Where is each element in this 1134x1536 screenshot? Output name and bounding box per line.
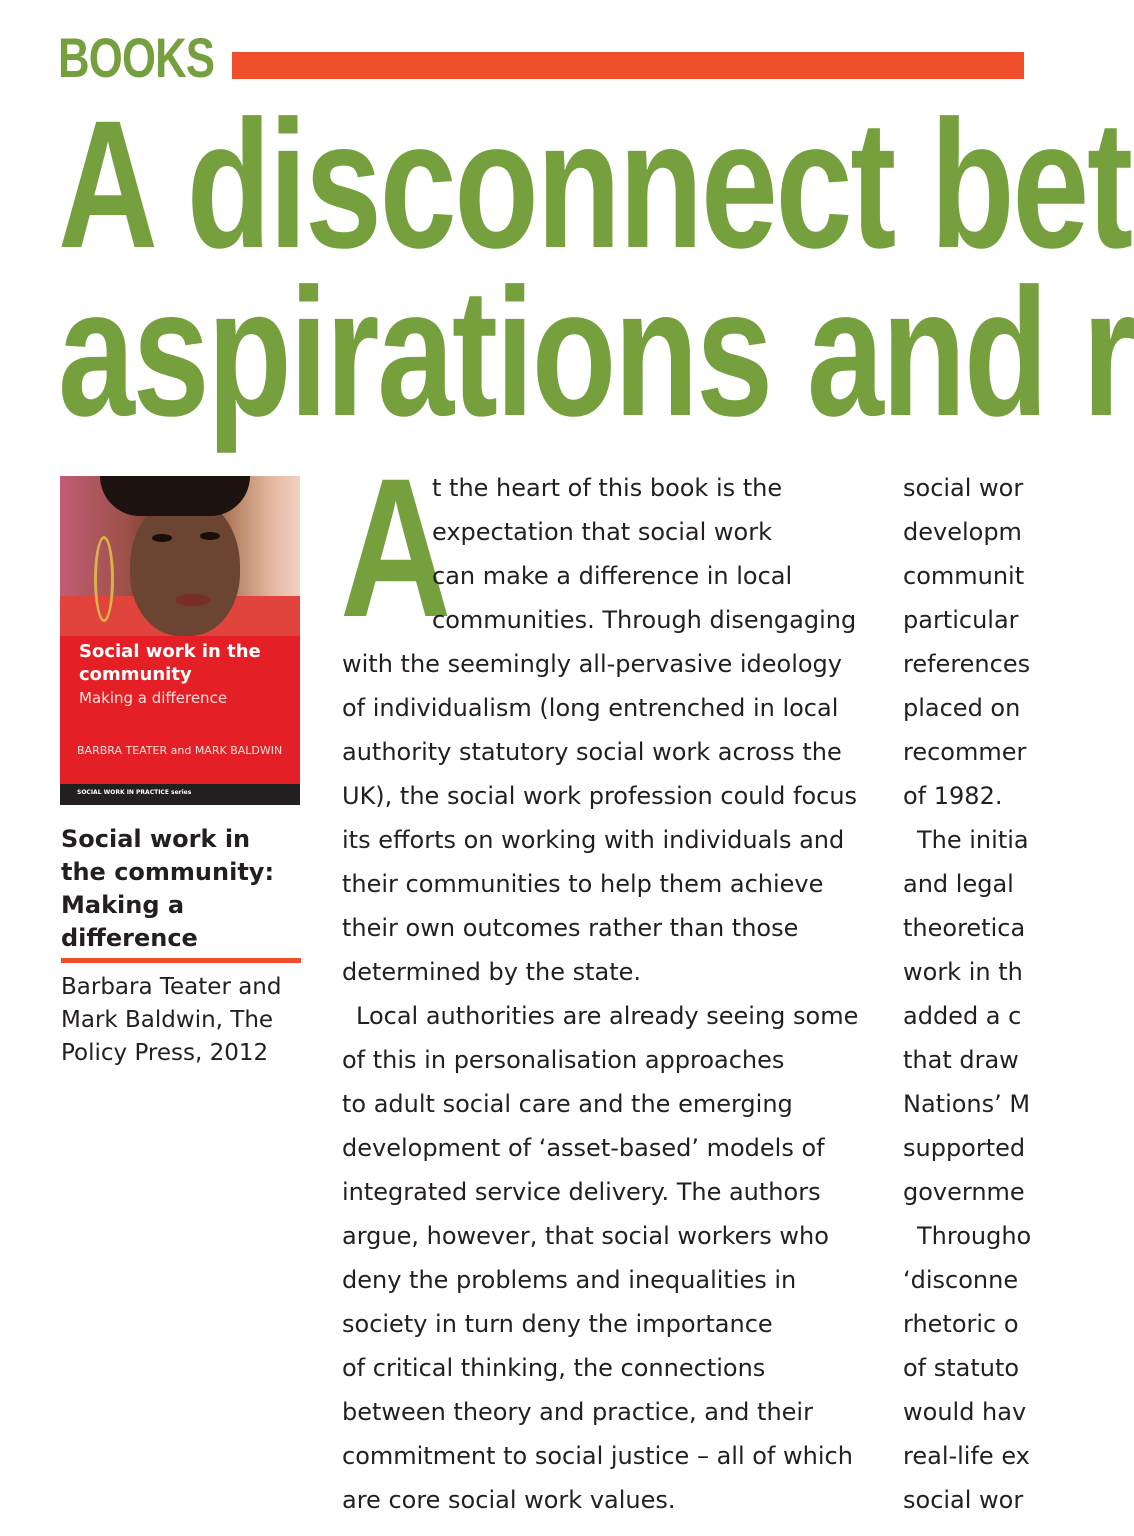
article-line: of 1982.: [903, 782, 1003, 810]
article-line: of individualism (long entrenched in local: [342, 694, 839, 722]
article-line: recommer: [903, 738, 1027, 766]
article-line: would hav: [903, 1398, 1027, 1426]
article-line: that draw: [903, 1046, 1019, 1074]
cover-series: SOCIAL WORK IN PRACTICE series: [77, 789, 192, 796]
article-line: developm: [903, 518, 1022, 546]
cover-series-band: [60, 784, 300, 805]
article-line: society in turn deny the importance: [342, 1310, 773, 1338]
article-line: references: [903, 650, 1031, 678]
article-line: added a c: [903, 1002, 1022, 1030]
article-line: commitment to social justice – all of which: [342, 1442, 853, 1470]
article-column-right: [903, 466, 1043, 1522]
article-line: Througho: [917, 1222, 1032, 1250]
article-line: integrated service delivery. The authors: [342, 1178, 821, 1206]
article-line: between theory and practice, and their: [342, 1398, 813, 1426]
article-line: and legal: [903, 870, 1014, 898]
cover-authors: BARBRA TEATER and MARK BALDWIN: [77, 744, 283, 757]
article-line: of critical thinking, the connections: [342, 1354, 766, 1382]
article-line: argue, however, that social workers who: [342, 1222, 829, 1250]
article-line: with the seemingly all-pervasive ideology: [342, 650, 842, 678]
article-line: expectation that social work: [432, 518, 772, 546]
article-line: their communities to help them achieve: [342, 870, 824, 898]
book-cover: [60, 476, 300, 805]
book-title-rule: [61, 958, 301, 963]
article-line: supported: [903, 1134, 1026, 1162]
book-title: Social work in the community: Making a difference: [61, 825, 275, 952]
article-line: particular: [903, 606, 1019, 634]
article-line: of this in personalisation approaches: [342, 1046, 785, 1074]
article-line: development of ‘asset-based’ models of: [342, 1134, 825, 1162]
article-line: UK), the social work profession could focus: [342, 782, 858, 810]
article-line: deny the problems and inequalities in: [342, 1266, 797, 1294]
drop-cap: A: [340, 437, 452, 658]
article-line: real-life ex: [903, 1442, 1030, 1470]
cover-photo: [60, 476, 300, 631]
article-line: their own outcomes rather than those: [342, 914, 799, 942]
article-line: t the heart of this book is the: [432, 474, 783, 502]
article-line: ‘disconne: [903, 1266, 1019, 1294]
article-line: can make a difference in local: [432, 562, 793, 590]
article-line: governme: [903, 1178, 1025, 1206]
article-line: authority statutory social work across the: [342, 738, 842, 766]
article-line: work in th: [903, 958, 1023, 986]
article-line: determined by the state.: [342, 958, 642, 986]
article-line: its efforts on working with individuals and: [342, 826, 845, 854]
article-line: placed on: [903, 694, 1021, 722]
article-line: theoretica: [903, 914, 1026, 942]
headline-line-2: aspirations and r: [58, 250, 1134, 454]
article-line: communit: [903, 562, 1025, 590]
section-label: BOOKS: [58, 26, 215, 89]
article-line: social wor: [903, 474, 1024, 502]
cover-title: Social work in the community: [79, 641, 261, 685]
article-line: Local authorities are already seeing some: [356, 1002, 859, 1030]
article-line: of statuto: [903, 1354, 1020, 1382]
section-rule: [232, 52, 1024, 79]
book-credit: Barbara Teater and Mark Baldwin, The Policy Press, 2012: [61, 974, 282, 1066]
cover-subtitle: Making a difference: [79, 689, 228, 707]
article-line: The initia: [917, 826, 1029, 854]
article-line: social wor: [903, 1486, 1024, 1514]
article-line: Nations’ M: [903, 1090, 1031, 1118]
article-column-main: [340, 437, 882, 1522]
headline: [58, 82, 1134, 454]
article-line: communities. Through disengaging: [432, 606, 857, 634]
article-line: are core social work values.: [342, 1486, 676, 1514]
headline-line-1: A disconnect bet: [58, 82, 1131, 286]
article-line: rhetoric o: [903, 1310, 1019, 1338]
article-line: to adult social care and the emerging: [342, 1090, 793, 1118]
